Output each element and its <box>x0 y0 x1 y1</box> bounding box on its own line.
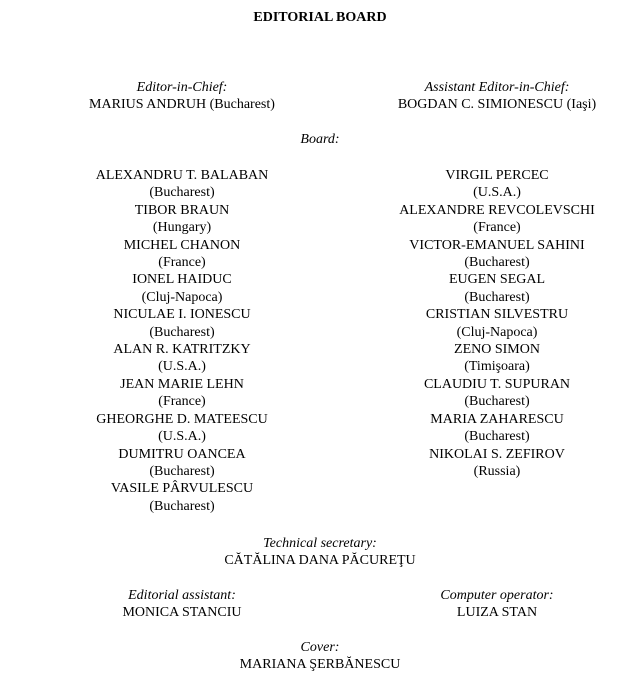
board-member <box>62 167 302 202</box>
board-member <box>372 271 622 306</box>
editorial-assistant-role: Editorial assistant: <box>128 588 236 603</box>
board-list-right <box>372 167 622 480</box>
board-member <box>62 341 302 376</box>
board-member <box>62 446 302 481</box>
board-member <box>62 411 302 446</box>
board-member <box>62 480 302 515</box>
member-name: EUGEN SEGAL <box>448 272 546 288</box>
technical-secretary-name: CĂTĂLINA DANA PĂCUREŢU <box>224 553 416 568</box>
member-place: (France) <box>158 394 206 410</box>
member-place: (Bucharest) <box>149 185 215 201</box>
member-name: CLAUDIU T. SUPURAN <box>423 376 571 392</box>
member-name: TIBOR BRAUN <box>134 202 230 218</box>
member-place: (Bucharest) <box>149 463 215 479</box>
member-place: (U.S.A.) <box>473 185 521 201</box>
computer-operator-role: Computer operator: <box>440 588 554 603</box>
computer-operator-block <box>372 587 622 621</box>
editorial-assistant-block <box>62 587 302 621</box>
board-member <box>62 237 302 272</box>
page-title: EDITORIAL BOARD <box>253 10 387 25</box>
member-name: VICTOR-EMANUEL SAHINI <box>409 237 585 253</box>
member-place: (Cluj-Napoca) <box>456 324 538 340</box>
member-place: (France) <box>473 220 521 236</box>
board-member <box>372 167 622 202</box>
member-name: NICULAE I. IONESCU <box>113 307 251 323</box>
assistant-editor-role: Assistant Editor-in-Chief: <box>424 80 570 95</box>
board-member <box>62 376 302 411</box>
board-member <box>372 202 622 237</box>
member-place: (Bucharest) <box>149 324 215 340</box>
board-member <box>62 306 302 341</box>
member-name: MICHEL CHANON <box>123 237 241 253</box>
member-name: MARIA ZAHARESCU <box>430 411 564 427</box>
member-name: GHEORGHE D. MATEESCU <box>96 411 268 427</box>
member-name: NIKOLAI S. ZEFIROV <box>429 446 565 462</box>
member-place: (Bucharest) <box>464 289 530 305</box>
member-place: (Hungary) <box>152 220 212 236</box>
board-label: Board: <box>300 132 340 147</box>
member-name: IONEL HAIDUC <box>132 272 232 288</box>
board-member <box>372 446 622 481</box>
computer-operator-name: LUIZA STAN <box>456 605 538 620</box>
member-name: VIRGIL PERCEC <box>445 168 549 183</box>
member-place: (Cluj-Napoca) <box>141 289 223 305</box>
member-name: ALAN R. KATRITZKY <box>113 342 251 358</box>
member-place: (U.S.A.) <box>158 429 206 445</box>
member-name: JEAN MARIE LEHN <box>120 376 244 392</box>
technical-secretary-role: Technical secretary: <box>263 536 377 551</box>
board-member <box>62 202 302 237</box>
member-place: (Bucharest) <box>464 429 530 445</box>
editor-in-chief-name: MARIUS ANDRUH (Bucharest) <box>89 97 275 112</box>
member-place: (Bucharest) <box>464 255 530 271</box>
board-member <box>372 341 622 376</box>
member-place: (Bucharest) <box>464 394 530 410</box>
assistant-editor-name: BOGDAN C. SIMIONESCU (Iaşi) <box>397 97 597 112</box>
cover-block <box>0 639 640 673</box>
editor-in-chief-block <box>62 79 302 113</box>
board-member <box>372 376 622 411</box>
member-place: (Bucharest) <box>149 498 215 514</box>
board-list-left <box>62 167 302 515</box>
member-name: VASILE PÂRVULESCU <box>110 481 254 497</box>
cover-name: MARIANA ŞERBĂNESCU <box>239 657 401 672</box>
member-place: (Timişoara) <box>464 359 530 375</box>
board-member <box>372 237 622 272</box>
board-member <box>372 411 622 446</box>
editor-in-chief-role: Editor-in-Chief: <box>136 80 228 95</box>
member-name: ZENO SIMON <box>454 342 540 358</box>
technical-secretary-block <box>0 535 640 569</box>
board-member <box>372 306 622 341</box>
member-name: ALEXANDRE REVCOLEVSCHI <box>399 202 595 218</box>
member-place: (U.S.A.) <box>158 359 206 375</box>
member-place: (Russia) <box>473 463 521 479</box>
assistant-editor-block <box>372 79 622 113</box>
member-name: CRISTIAN SILVESTRU <box>425 307 569 323</box>
board-member <box>62 271 302 306</box>
editorial-assistant-name: MONICA STANCIU <box>122 605 242 620</box>
cover-role: Cover: <box>300 640 340 655</box>
member-name: ALEXANDRU T. BALABAN <box>95 168 269 183</box>
member-name: DUMITRU OANCEA <box>118 446 246 462</box>
member-place: (France) <box>158 255 206 271</box>
